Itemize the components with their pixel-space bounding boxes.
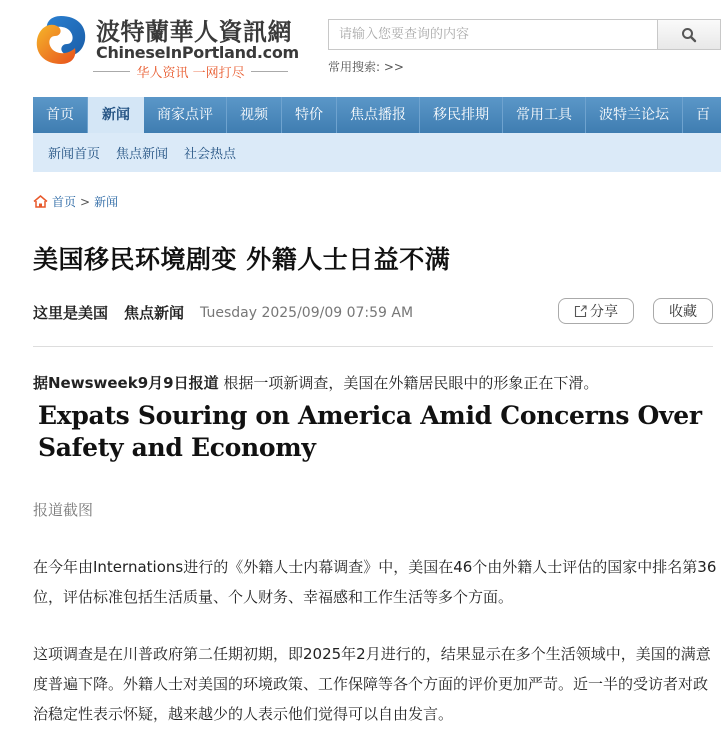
- nav-item-reviews[interactable]: 商家点评: [144, 97, 227, 133]
- lead-source: 据Newsweek9月9日报道: [33, 374, 219, 392]
- subnav-item-news-home[interactable]: 新闻首页: [48, 147, 101, 162]
- favorite-button[interactable]: [653, 298, 713, 324]
- article-paragraph: 在今年由Internations进行的《外籍人士内幕调查》中，美国在46个由外籍人士评估的国家中排名第36位，评估标准包括生活质量、个人财务、幸福感和工作生活等多个方面。: [33, 558, 717, 606]
- slogan-line-right: [251, 71, 288, 72]
- search-button[interactable]: [657, 19, 721, 50]
- nav-item-tools[interactable]: 常用工具: [503, 97, 586, 133]
- breadcrumb: [33, 193, 118, 210]
- site-name-en: ChineseInPortland.com: [96, 43, 299, 62]
- logo-swirl-icon: [33, 12, 89, 68]
- article-category[interactable]: 焦点新闻: [124, 304, 185, 322]
- nav-item-more[interactable]: 百: [683, 97, 721, 133]
- breadcrumb-home[interactable]: 首页: [52, 195, 77, 209]
- article-meta: [33, 302, 413, 323]
- sub-nav: [33, 133, 721, 172]
- common-search-link[interactable]: 常用搜索: >>: [328, 60, 404, 74]
- share-icon: [574, 305, 587, 318]
- article-source[interactable]: 这里是美国: [33, 304, 109, 322]
- article-paragraph: 这项调查是在川普政府第二任期初期，即2025年2月进行的，结果显示在多个生活领域中，美国的满意度普遍下降。外籍人士对美国的环境政策、工作保障等各个方面的评价更加严苛。近一半的受访者对政治稳定性表示怀疑，越来越少的人表示他们觉得可以自由发言。: [33, 645, 711, 723]
- slogan-line-left: [93, 71, 130, 72]
- share-button[interactable]: [558, 298, 634, 324]
- slogan-text: 华人资讯 一网打尽: [136, 66, 245, 81]
- lead-text: 根据一项新调查，美国在外籍居民眼中的形象正在下滑。: [218, 374, 599, 392]
- breadcrumb-separator: >: [80, 194, 91, 209]
- breadcrumb-news[interactable]: 新闻: [94, 195, 119, 209]
- article-lead: [33, 372, 598, 393]
- search-icon: [681, 27, 697, 43]
- article-datetime: Tuesday 2025/09/09 07:59 AM: [200, 304, 414, 321]
- subnav-item-social[interactable]: 社会热点: [184, 147, 237, 162]
- search-bar: [328, 19, 721, 50]
- share-label: 分享: [590, 304, 618, 320]
- home-icon: [33, 195, 48, 208]
- image-caption: 报道截图: [33, 501, 94, 519]
- report-screenshot-headline: Expats Souring on America Amid Concerns Over Safety and Economy: [38, 401, 702, 462]
- meta-divider: [33, 346, 713, 347]
- site-logo[interactable]: [33, 10, 299, 82]
- search-input[interactable]: [328, 19, 658, 50]
- site-header: [0, 0, 721, 97]
- main-nav: [33, 97, 721, 133]
- nav-item-visa-bulletin[interactable]: 移民排期: [420, 97, 503, 133]
- favorite-label: 收藏: [669, 304, 697, 320]
- subnav-item-focus-news[interactable]: 焦点新闻: [116, 147, 169, 162]
- nav-item-video[interactable]: 视频: [227, 97, 282, 133]
- nav-item-forum[interactable]: 波特兰论坛: [586, 97, 683, 133]
- nav-item-deals[interactable]: 特价: [282, 97, 337, 133]
- site-slogan: [93, 62, 288, 81]
- nav-item-focus[interactable]: 焦点播报: [337, 97, 420, 133]
- article-title: 美国移民环境剧变 外籍人士日益不满: [33, 245, 451, 274]
- nav-item-home[interactable]: 首页: [33, 97, 88, 133]
- site-name-cn: 波特蘭華人資訊網: [96, 18, 292, 46]
- nav-item-news[interactable]: 新闻: [88, 97, 144, 133]
